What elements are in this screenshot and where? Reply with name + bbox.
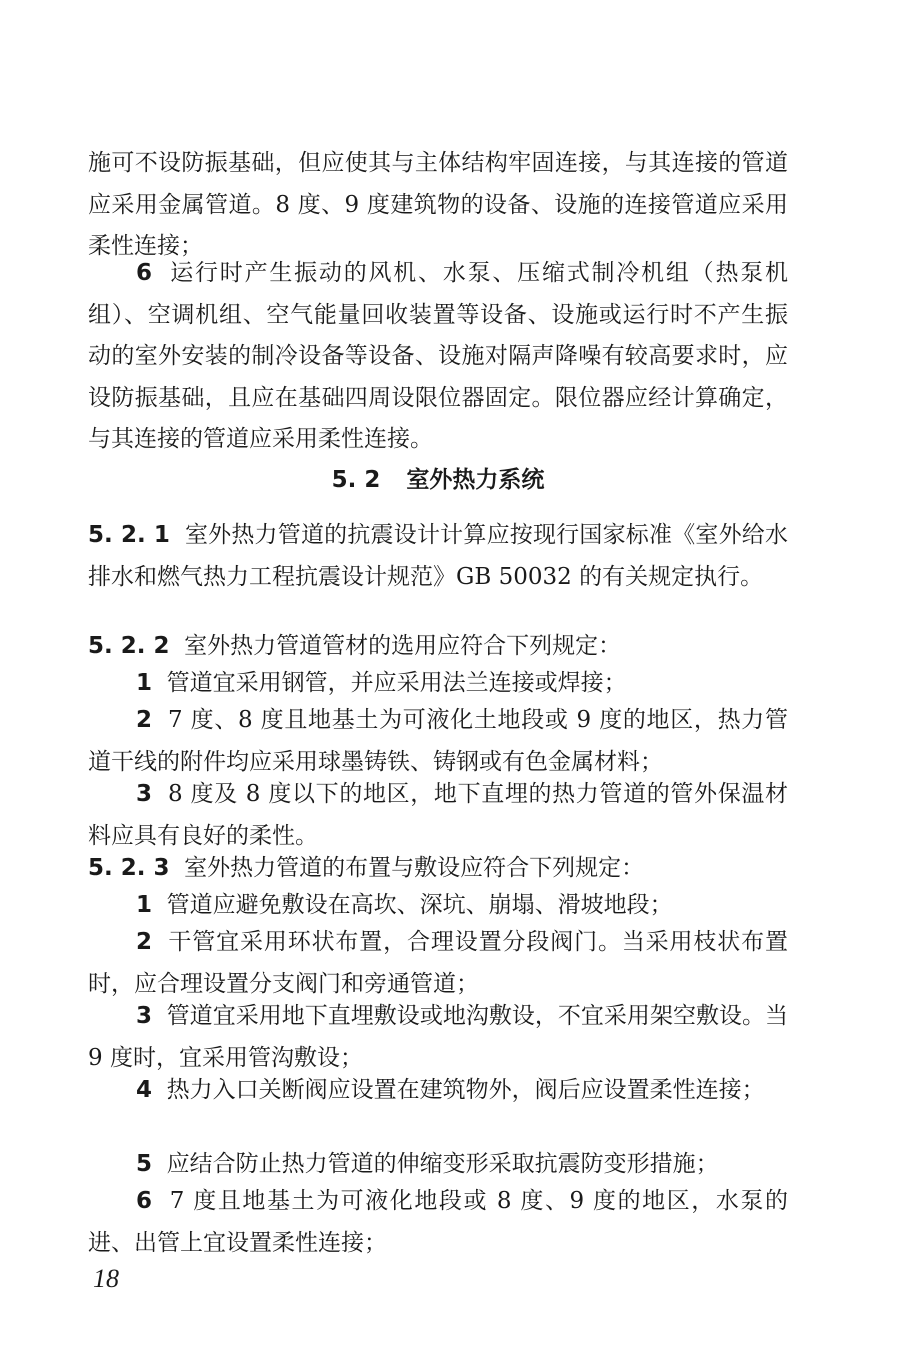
item-number: 1 (136, 670, 153, 696)
item-text: 7 度、8 度且地基土为可液化土地段或 9 度的地区，热力管道干线的附件均应采用球墨铸铁、铸钢或有色金属材料； (88, 707, 788, 775)
item-number: 6 (136, 260, 153, 286)
clause-text: 室外热力管道的布置与敷设应符合下列规定： (184, 855, 645, 881)
list-item (88, 663, 788, 705)
item-text: 管道宜采用钢管，并应采用法兰连接或焊接； (166, 670, 627, 696)
item-text: 热力入口关断阀应设置在建筑物外，阀后应设置柔性连接； (166, 1077, 765, 1103)
clause-5-2-1 (88, 515, 788, 598)
paragraph-text: 运行时产生振动的风机、水泵、压缩式制冷机组（热泵机组）、空调机组、空气能量回收装置等设备、设施或运行时不产生振动的室外安装的制冷设备等设备、设施对隔声降噪有较高要求时，应设防振基础，且应在基础四周设限位器固定。限位器应经计算确定，与其连接的管道应采用柔性连接。 (88, 260, 789, 453)
item-number: 3 (136, 781, 153, 807)
page-number: 18 (93, 1264, 119, 1293)
list-item (88, 922, 788, 1005)
item-text: 干管宜采用环状布置，合理设置分段阀门。当采用枝状布置时，应合理设置分支阀门和旁通管道； (88, 929, 789, 997)
item-text: 应结合防止热力管道的伸缩变形采取抗震防变形措施； (166, 1151, 719, 1177)
item-number: 6 (136, 1188, 153, 1214)
item-text: 8 度及 8 度以下的地区，地下直埋的热力管道的管外保温材料应具有良好的柔性。 (88, 781, 788, 849)
clause-5-2-3 (88, 848, 788, 890)
list-item (88, 700, 788, 783)
clause-number: 5. 2. 3 (88, 855, 170, 881)
list-item (88, 996, 788, 1079)
clause-text: 室外热力管道的抗震设计计算应按现行国家标准《室外给水排水和燃气热力工程抗震设计规范》GB 50032 的有关规定执行。 (88, 522, 789, 590)
section-heading (88, 461, 788, 499)
list-item (88, 1144, 788, 1186)
item-number: 2 (136, 929, 153, 955)
item-text: 7 度且地基土为可液化地段或 8 度、9 度的地区，水泵的进、出管上宜设置柔性连接； (88, 1188, 788, 1256)
list-item (88, 885, 788, 927)
item-number: 5 (136, 1151, 153, 1177)
paragraph-item-6 (88, 253, 788, 461)
clause-text: 室外热力管道管材的选用应符合下列规定： (184, 633, 622, 659)
paragraph-continuation (88, 143, 788, 268)
paragraph-text: 施可不设防振基础，但应使其与主体结构牢固连接，与其连接的管道应采用金属管道。8 度、9 度建筑物的设备、设施的连接管道应采用柔性连接； (88, 150, 788, 260)
list-item (88, 1070, 788, 1112)
clause-5-2-2 (88, 626, 788, 668)
item-text: 管道应避免敷设在高坎、深坑、崩塌、滑坡地段； (166, 892, 673, 918)
clause-number: 5. 2. 2 (88, 633, 170, 659)
item-number: 2 (136, 707, 153, 733)
list-item (88, 774, 788, 857)
item-number: 1 (136, 892, 153, 918)
clause-number: 5. 2. 1 (88, 522, 170, 548)
item-number: 4 (136, 1077, 153, 1103)
item-text: 管道宜采用地下直埋敷设或地沟敷设，不宜采用架空敷设。当 9 度时，宜采用管沟敷设； (88, 1003, 789, 1071)
section-title: 室外热力系统 (406, 467, 545, 493)
item-number: 3 (136, 1003, 153, 1029)
list-item (88, 1181, 788, 1264)
section-number: 5. 2 (331, 467, 381, 493)
